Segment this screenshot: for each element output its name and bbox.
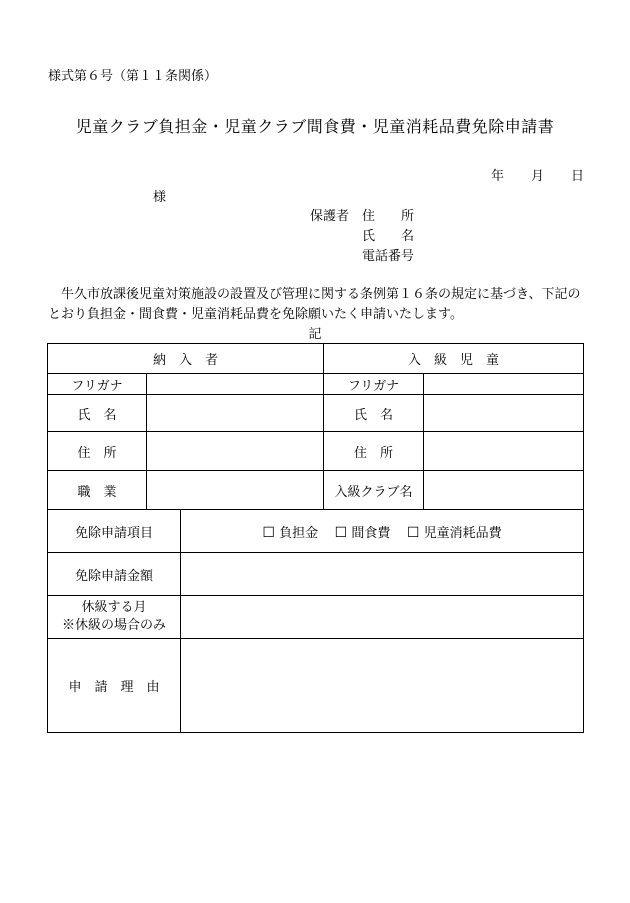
payer-occupation-field[interactable]: [147, 471, 324, 510]
exemption-items-label: 免除申請項目: [48, 510, 181, 553]
child-header: 入 級 児 童: [324, 344, 584, 374]
checkbox-icon[interactable]: ☐: [262, 524, 275, 541]
club-name-field[interactable]: [424, 471, 584, 510]
exemption-amount-field[interactable]: [181, 553, 584, 596]
absence-month-label-line1: 休級する月: [81, 600, 147, 615]
addressee-suffix: 様: [153, 190, 167, 205]
payer-name-field[interactable]: [147, 395, 324, 432]
payer-address-field[interactable]: [147, 432, 324, 471]
document-title: 児童クラブ負担金・児童クラブ間食費・児童消耗品費免除申請書: [75, 117, 555, 136]
payer-occupation-label: 職 業: [48, 471, 147, 510]
date-day-label: 日: [571, 169, 585, 184]
checkbox-icon[interactable]: ☐: [406, 524, 420, 541]
child-furigana-field[interactable]: [424, 374, 584, 395]
exemption-items-options: [181, 510, 584, 553]
date-year-label: 年: [491, 169, 505, 184]
payer-furigana-label: フリガナ: [48, 374, 147, 395]
ki-label: 記: [308, 327, 322, 342]
guardian-address-label: 住 所: [362, 209, 415, 224]
child-name-label: 氏 名: [324, 395, 424, 432]
guardian-label: 保護者: [310, 209, 350, 224]
absence-month-field[interactable]: [181, 596, 584, 639]
option-burden-fee: 負担金: [279, 525, 319, 541]
application-statement: 牛久市放課後児童対策施設の設置及び管理に関する条例第１６条の規定に基づき、下記のとおり負担金・間食費・児童消耗品費を免除願いたく申請いたします。: [48, 287, 581, 322]
reason-label: 申 請 理 由: [48, 639, 181, 733]
option-consumables-fee: 児童消耗品費: [423, 525, 502, 541]
option-snack-fee: 間食費: [351, 525, 391, 541]
payer-furigana-field[interactable]: [147, 374, 324, 395]
payer-address-label: 住 所: [48, 432, 147, 471]
form-number: 様式第６号（第１１条関係）: [48, 69, 218, 84]
absence-month-label: [48, 596, 181, 639]
payer-name-label: 氏 名: [48, 395, 147, 432]
child-address-field[interactable]: [424, 432, 584, 471]
reason-field[interactable]: [181, 639, 584, 733]
guardian-name-label: 氏 名: [362, 229, 415, 244]
exemption-table: [47, 509, 584, 733]
date-month-label: 月: [531, 169, 545, 184]
child-furigana-label: フリガナ: [324, 374, 424, 395]
child-address-label: 住 所: [324, 432, 424, 471]
exemption-amount-label: 免除申請金額: [48, 553, 181, 596]
checkbox-icon[interactable]: ☐: [334, 524, 348, 541]
absence-month-label-line2: ※休級の場合のみ: [61, 618, 166, 633]
payer-header: 納 入 者: [48, 344, 324, 374]
guardian-phone-label: 電話番号: [362, 249, 415, 264]
club-name-label: 入級クラブ名: [324, 471, 424, 510]
child-name-field[interactable]: [424, 395, 584, 432]
applicant-table: [47, 343, 584, 510]
